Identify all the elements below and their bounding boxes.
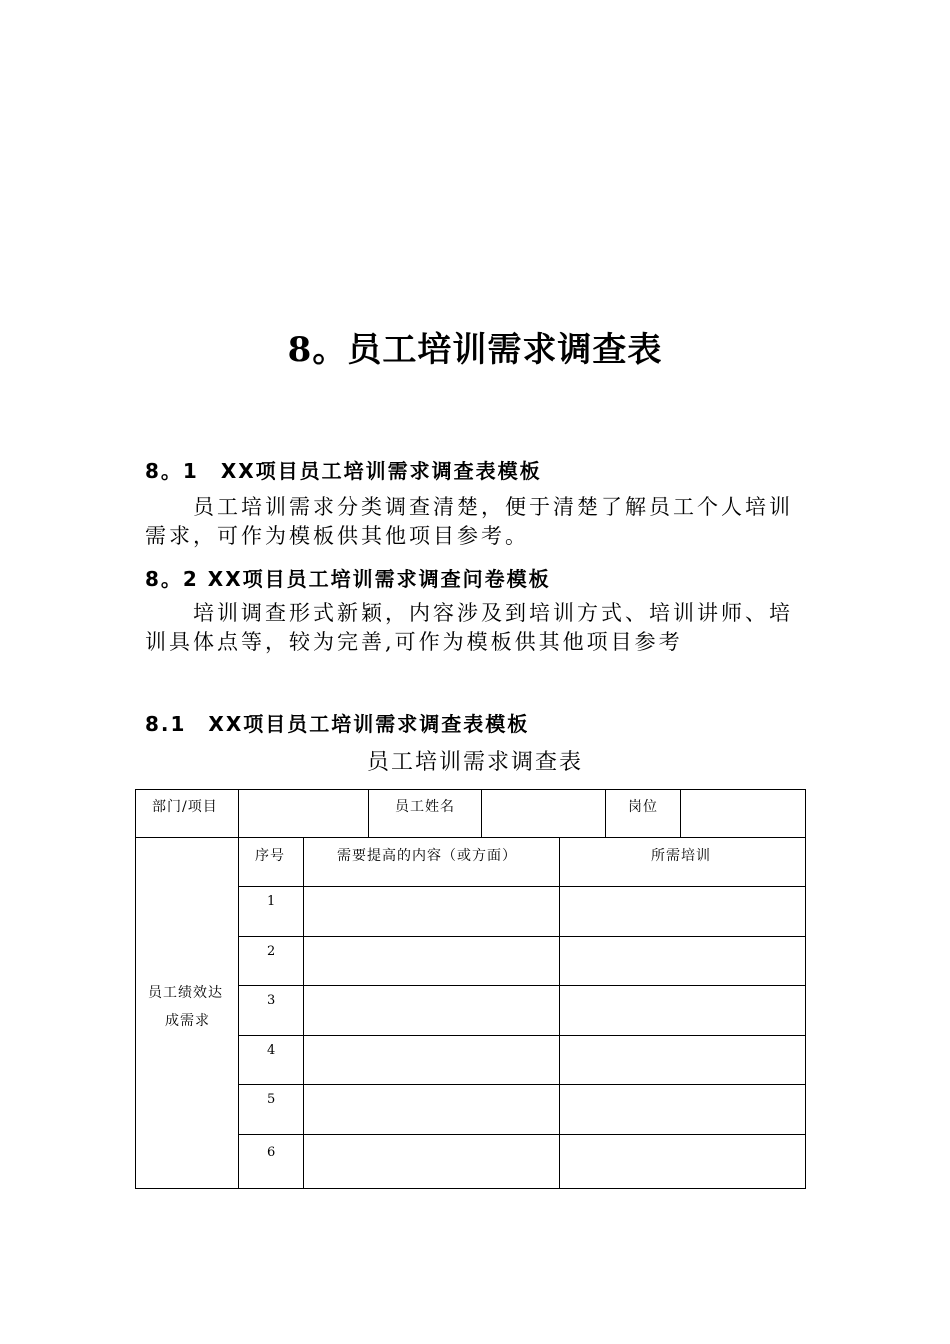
row-group-label-line1: 员工绩效达 bbox=[148, 985, 223, 1001]
subsection-heading: 8.1 XX项目员工培训需求调查表模板 bbox=[145, 712, 530, 736]
row-divider bbox=[238, 1084, 806, 1085]
row-number: 6 bbox=[267, 1145, 276, 1160]
table-border-right bbox=[805, 789, 806, 1189]
section-heading-8-2: 8。2 XX项目员工培训需求调查问卷模板 bbox=[145, 567, 551, 591]
name-label: 员工姓名 bbox=[395, 799, 455, 815]
dept-label: 部门/项目 bbox=[152, 799, 218, 815]
row-number: 5 bbox=[267, 1092, 276, 1107]
row-number: 2 bbox=[267, 944, 276, 959]
header-divider bbox=[238, 789, 239, 837]
row-group-label-line2: 成需求 bbox=[165, 1013, 210, 1029]
group-divider bbox=[238, 837, 239, 1189]
content-header: 需要提高的内容（或方面） bbox=[337, 848, 517, 864]
row-divider bbox=[238, 985, 806, 986]
row-divider bbox=[238, 1134, 806, 1135]
row-number: 4 bbox=[267, 1043, 276, 1058]
row-divider bbox=[238, 1035, 806, 1036]
row-divider bbox=[238, 886, 806, 887]
content-divider bbox=[559, 837, 560, 1189]
table-border-top bbox=[135, 789, 806, 790]
table-border-bottom bbox=[135, 1188, 806, 1189]
header-divider bbox=[481, 789, 482, 837]
position-label: 岗位 bbox=[628, 799, 658, 815]
section-body-8-2: 培训调查形式新颖，内容涉及到培训方式、培训讲师、培训具体点等，较为完善,可作为模板供其他项目参考 bbox=[145, 601, 793, 654]
section-body-8-1: 员工培训需求分类调查清楚，便于清楚了解员工个人培训需求，可作为模板供其他项目参考。 bbox=[145, 495, 793, 548]
table-caption: 员工培训需求调查表 bbox=[366, 750, 583, 775]
header-divider bbox=[368, 789, 369, 837]
seq-header: 序号 bbox=[255, 848, 285, 864]
row-number: 3 bbox=[267, 993, 276, 1008]
header-divider bbox=[605, 789, 606, 837]
row-divider bbox=[238, 936, 806, 937]
seq-divider bbox=[303, 837, 304, 1189]
table-border-left bbox=[135, 789, 136, 1189]
header-divider bbox=[680, 789, 681, 837]
document-title: 8。员工培训需求调查表 bbox=[287, 330, 663, 370]
training-header: 所需培训 bbox=[651, 848, 711, 864]
section-heading-8-1: 8。1 XX项目员工培训需求调查表模板 bbox=[145, 459, 542, 483]
row-number: 1 bbox=[267, 894, 276, 909]
header-row-bottom bbox=[135, 837, 806, 838]
